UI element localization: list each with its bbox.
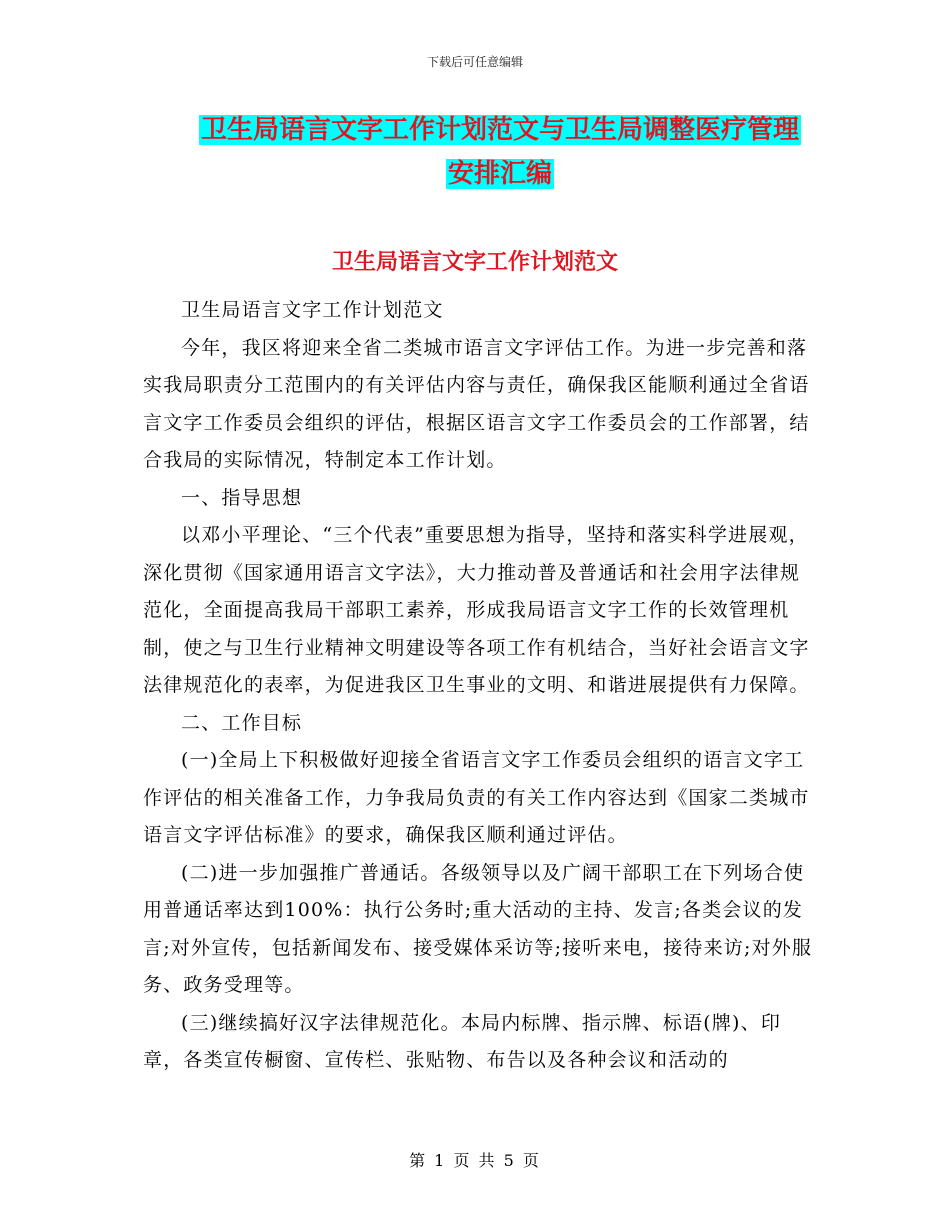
header-note: 下载后可任意编辑: [426, 55, 523, 69]
title-line-2: 安排汇编: [447, 159, 552, 189]
paragraph: 今年，我区将迎来全省二类城市语言文字评估工作。为进一步完善和落实我局职责分工范围内的有关评估内容与责任，确保我区能顺利通过全省语言文字工作委员会组织的评估，根据区语言文字工作委员会的工作部署，结合我局的实际情况，特制定本工作计划。: [143, 336, 810, 471]
page-number-footer: 第 1 页 共 5 页: [409, 1151, 541, 1170]
paragraph: (二)进一步加强推广普通话。各级领导以及广阔干部职工在下列场合使用普通话率达到100%：执行公务时;重大活动的主持、发言;各类会议的发言;对外宣传，包括新闻发布、接受媒体采访等;接听来电，接待来访;对外服务、政务受理等。: [143, 861, 813, 996]
paragraph-heading: 一、指导思想: [181, 486, 303, 509]
section-heading: 卫生局语言文字工作计划范文: [331, 250, 618, 275]
title-line-1: 卫生局语言文字工作计划范文与卫生局调整医疗管理: [200, 115, 799, 145]
paragraph: 卫生局语言文字工作计划范文: [181, 299, 444, 321]
paragraph: (一)全局上下积极做好迎接全省语言文字工作委员会组织的语言文字工作评估的相关准备工作，力争我局负责的有关工作内容达到《国家二类城市语言文字评估标准》的要求，确保我区顺利通过评估。: [143, 749, 810, 846]
paragraph: (三)继续搞好汉字法律规范化。本局内标牌、指示牌、标语(牌)、印章，各类宣传橱窗、宣传栏、张贴物、布告以及各种会议和活动的: [143, 1011, 782, 1071]
document-title: [180, 108, 820, 196]
paragraph-heading: 二、工作目标: [181, 711, 303, 734]
paragraph: 以邓小平理论、“三个代表”重要思想为指导，坚持和落实科学进展观，深化贯彻《国家通用语言文字法》，大力推动普及普通话和社会用字法律规范化，全面提高我局干部职工素养，形成我局语言文字工作的长效管理机制，使之与卫生行业精神文明建设等各项工作有机结合，当好社会语言文字法律规范化的表率，为促进我区卫生事业的文明、和谐进展提供有力保障。: [143, 524, 810, 696]
document-body: [143, 292, 813, 1080]
